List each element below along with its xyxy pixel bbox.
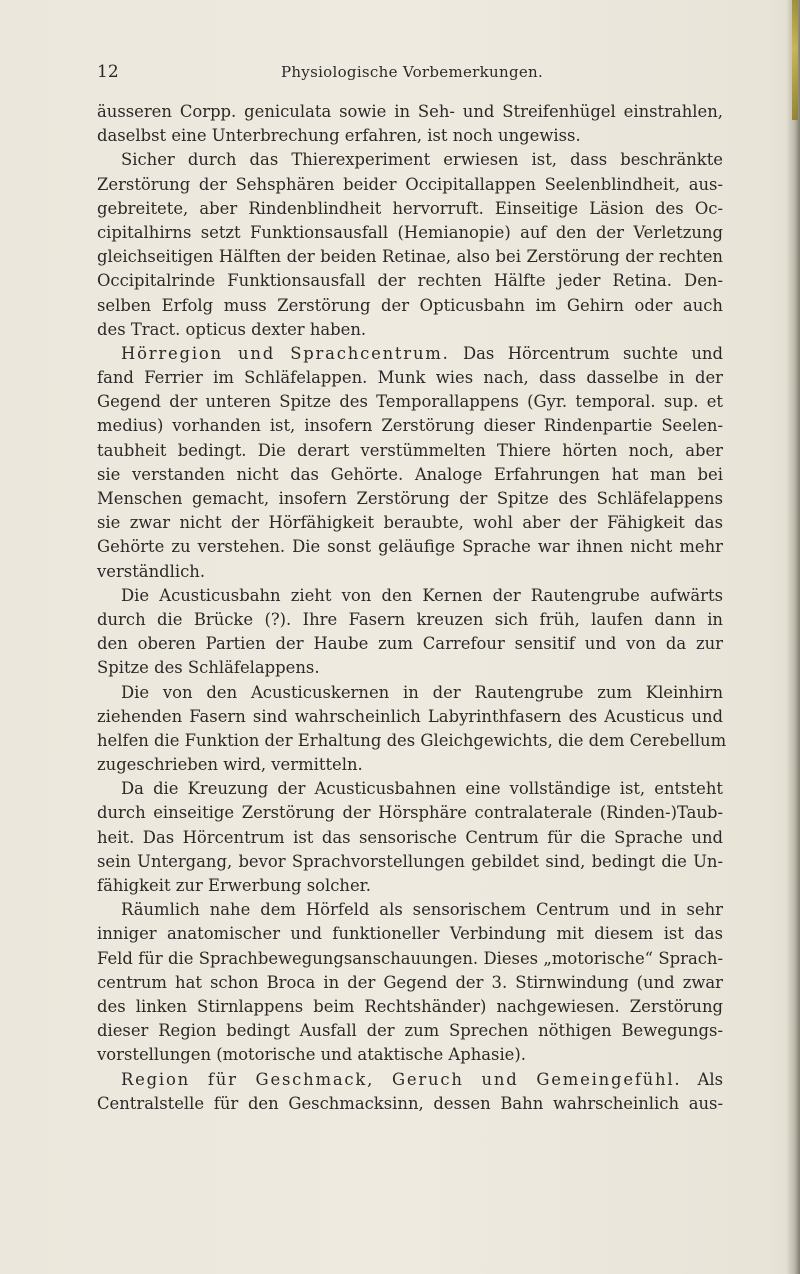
text-line: [97, 656, 723, 680]
text-line: [97, 487, 723, 511]
line-text: des Tract. opticus dexter haben.: [97, 319, 367, 339]
line-text: selben Erfolg muss Zerstörung der Opticusbahn im Gehirn oder auch: [97, 295, 723, 315]
line-text: äusseren Corpp. geniculata sowie in Seh- und Streifenhügel einstrahlen,: [97, 102, 723, 121]
text-line: [97, 753, 723, 777]
gilt-edge-decoration: [792, 0, 798, 120]
line-text: sein Untergang, bevor Sprachvorstellungen gebildet sind, bedingt die Un-: [97, 851, 723, 871]
line-text: verständlich.: [97, 561, 206, 581]
line-text: des linken Stirnlappens beim Rechtshänder) nachgewiesen. Zerstörung: [97, 996, 723, 1016]
line-text: Zerstörung der Sehsphären beider Occipitallappen Seelenblindheit, aus-: [97, 174, 723, 194]
text-line: [97, 922, 723, 946]
line-text: medius) vorhanden ist, insofern Zerstörung dieser Rindenpartie Seelen-: [97, 416, 723, 436]
section-heading: Region für Geschmack, Geruch und Gemeingefühl.: [121, 1069, 682, 1089]
text-line: [97, 463, 723, 487]
text-line: [97, 197, 723, 221]
text-line: [97, 535, 723, 559]
line-text: durch die Brücke (?). Ihre Fasern kreuzen sich früh, laufen dann in: [97, 609, 723, 629]
text-line: [97, 971, 723, 995]
line-text: dieser Region bedingt Ausfall der zum Sprechen nöthigen Bewegungs-: [97, 1021, 723, 1041]
text-line: [97, 995, 723, 1019]
text-line: [97, 173, 723, 197]
line-text: Räumlich nahe dem Hörfeld als sensorischem Centrum und in sehr: [121, 900, 723, 920]
text-line: [97, 874, 723, 898]
line-text: cipitalhirns setzt Funktionsausfall (Hemianopie) auf den der Verletzung: [97, 222, 723, 242]
text-line: [97, 342, 723, 366]
line-text: Centralstelle für den Geschmacksinn, dessen Bahn wahrscheinlich aus-: [97, 1093, 723, 1113]
page-edge-shadow: [786, 0, 800, 1274]
line-text: fand Ferrier im Schläfelappen. Munk wies nach, dass dasselbe in der: [97, 368, 723, 388]
line-text: ziehenden Fasern sind wahrscheinlich Labyrinthfasern des Acusticus und: [97, 706, 723, 726]
text-line: [97, 221, 723, 245]
section-heading: Hörregion und Sprachcentrum.: [121, 343, 450, 363]
line-text: Spitze des Schläfelappens.: [97, 658, 320, 678]
body-text: [97, 100, 727, 1116]
text-line: [97, 390, 723, 414]
line-text: vorstellungen (motorische und ataktische Aphasie).: [97, 1045, 526, 1065]
text-line: [97, 584, 723, 608]
text-line: [97, 124, 723, 148]
text-line: [97, 366, 723, 390]
line-text: sie zwar nicht der Hörfähigkeit beraubte, wohl aber der Fähigkeit das: [97, 513, 723, 533]
line-text: Gehörte zu verstehen. Die sonst geläufige Sprache war ihnen nicht mehr: [97, 537, 723, 557]
running-head: [97, 62, 727, 86]
line-text: Das Hörcentrum suchte und: [449, 343, 723, 363]
text-line: [97, 850, 723, 874]
page-number: 12: [97, 62, 119, 82]
text-line: [97, 632, 723, 656]
text-line: [97, 898, 723, 922]
line-text: den oberen Partien der Haube zum Carrefour sensitif und von da zur: [97, 634, 723, 654]
text-line: [97, 1092, 723, 1116]
line-text: Occipitalrinde Funktionsausfall der rechten Hälfte jeder Retina. Den-: [97, 271, 723, 291]
text-line: [97, 269, 723, 293]
text-line: [97, 1043, 723, 1067]
line-text: taubheit bedingt. Die derart verstümmelten Thiere hörten noch, aber: [97, 440, 723, 460]
line-text: daselbst eine Unterbrechung erfahren, ist noch ungewiss.: [97, 126, 581, 146]
line-text: sie verstanden nicht das Gehörte. Analoge Erfahrungen hat man bei: [97, 464, 723, 484]
text-line: [97, 100, 723, 124]
text-line: [97, 245, 723, 269]
text-line: [97, 414, 723, 438]
line-text: Gegend der unteren Spitze des Temporallappens (Gyr. temporal. sup. et: [97, 392, 723, 412]
line-text: heit. Das Hörcentrum ist das sensorische Centrum für die Sprache und: [97, 827, 723, 847]
line-text: Die von den Acusticuskernen in der Rautengrube zum Kleinhirn: [121, 682, 723, 702]
text-line: [97, 1068, 723, 1092]
text-line: [97, 148, 723, 172]
running-title: Physiologische Vorbemerkungen.: [280, 63, 544, 81]
line-text: fähigkeit zur Erwerbung solcher.: [97, 876, 371, 895]
line-text: Feld für die Sprachbewegungsanschauungen. Dieses „motorische“ Sprach-: [97, 948, 723, 968]
line-text: centrum hat schon Broca in der Gegend der 3. Stirnwindung (und zwar: [97, 972, 723, 992]
line-text: inniger anatomischer und funktioneller Verbindung mit diesem ist das: [97, 924, 723, 944]
text-line: [97, 560, 723, 584]
text-line: [97, 318, 723, 342]
line-text: gebreitete, aber Rindenblindheit hervorruft. Einseitige Läsion des Oc-: [97, 198, 723, 218]
line-text: Da die Kreuzung der Acusticusbahnen eine vollständige ist, entsteht: [121, 779, 723, 799]
text-line: [97, 511, 723, 535]
text-line: [97, 608, 723, 632]
text-line: [97, 826, 723, 850]
line-text: Die Acusticusbahn zieht von den Kernen der Rautengrube aufwärts: [121, 585, 723, 605]
text-line: [97, 1019, 723, 1043]
line-text: durch einseitige Zerstörung der Hörsphäre contralaterale (Rinden-)Taub-: [97, 803, 723, 823]
text-line: [97, 705, 723, 729]
line-text: Sicher durch das Thierexperiment erwiesen ist, dass beschränkte: [121, 150, 723, 170]
text-line: [97, 801, 723, 825]
text-line: [97, 947, 723, 971]
text-line: [97, 294, 723, 318]
line-text: Menschen gemacht, insofern Zerstörung der Spitze des Schläfelappens: [97, 489, 723, 508]
line-text: zugeschrieben wird, vermitteln.: [97, 755, 363, 775]
text-line: [97, 439, 723, 463]
line-text: Als: [681, 1069, 723, 1089]
text-line: [97, 729, 727, 753]
text-line: [97, 777, 723, 801]
line-text: gleichseitigen Hälften der beiden Retinae, also bei Zerstörung der rechten: [97, 247, 723, 267]
line-text: helfen die Funktion der Erhaltung des Gleichgewichts, die dem Cerebellum: [97, 730, 727, 750]
text-line: [97, 681, 723, 705]
